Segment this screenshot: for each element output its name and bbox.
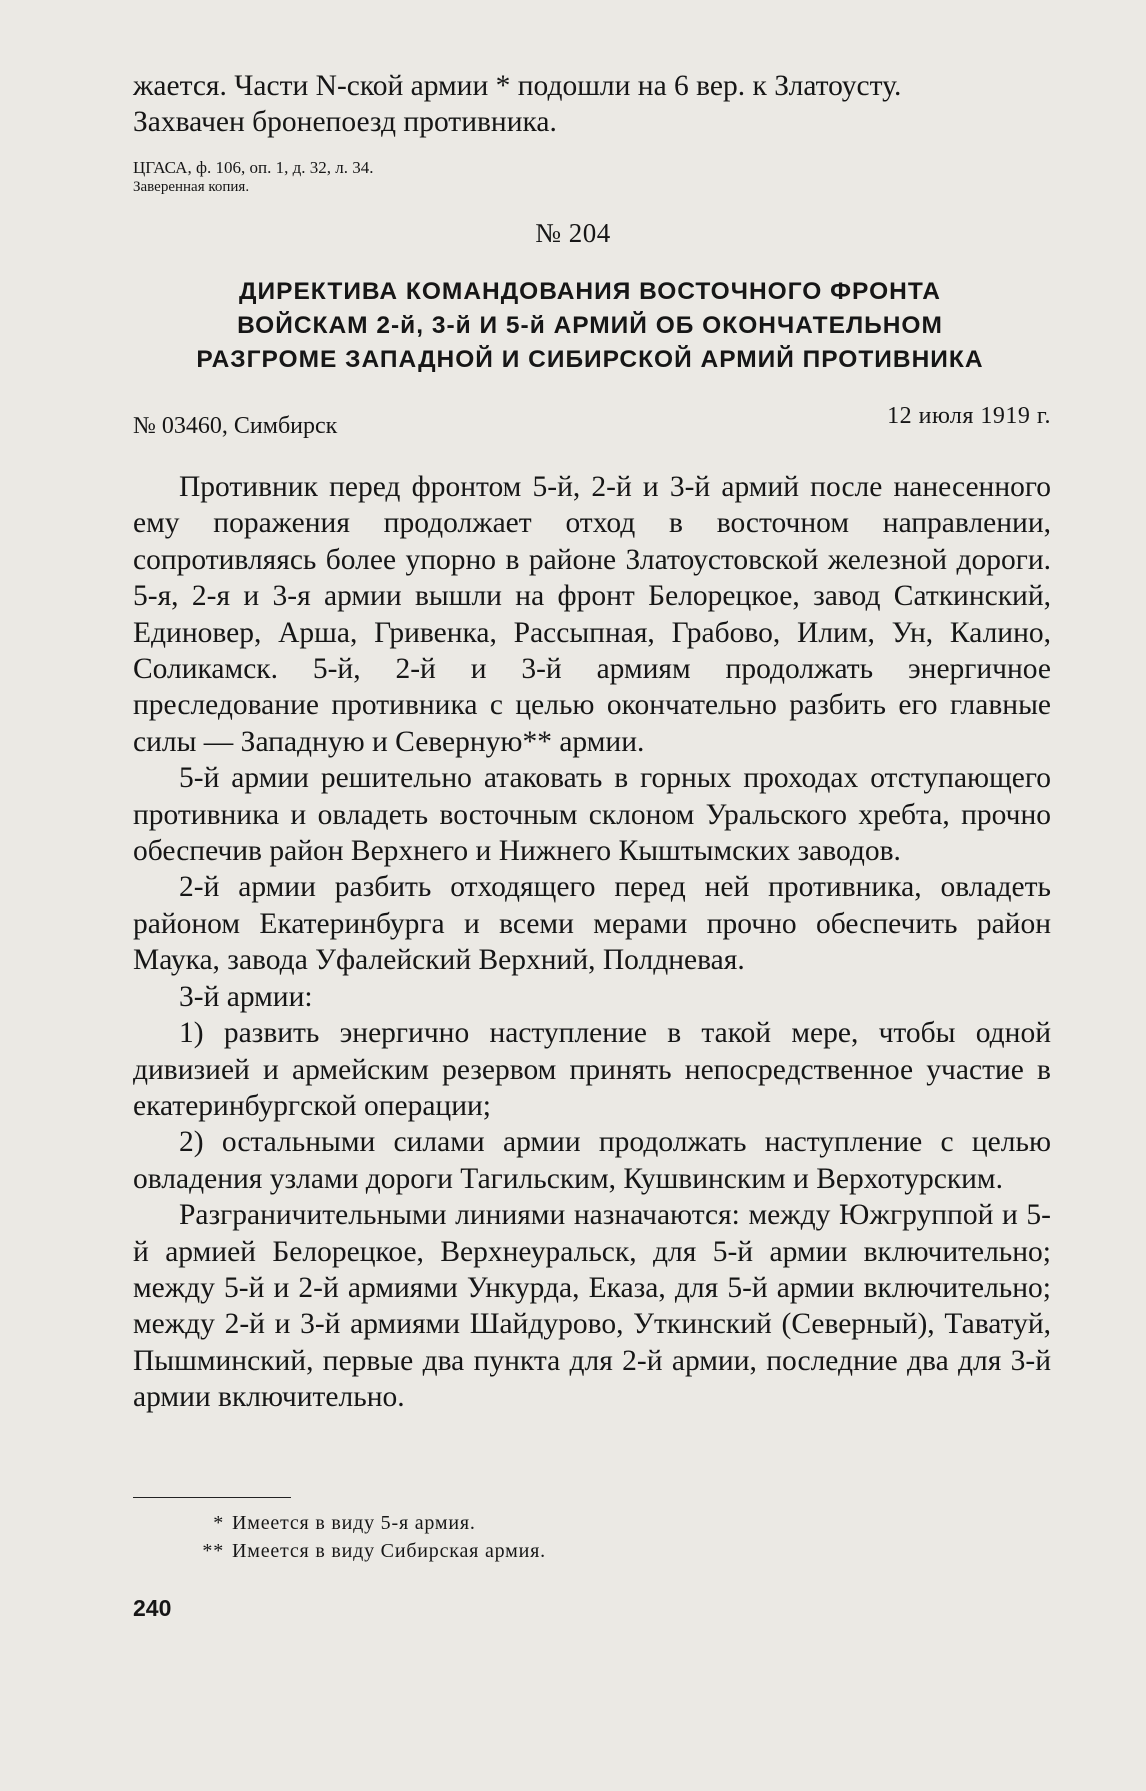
page-number: 240 — [133, 1595, 172, 1621]
footnote — [196, 1509, 996, 1537]
continuation-text — [133, 68, 1051, 141]
document-number: № 204 — [535, 218, 611, 248]
archive-reference: ЦГАСА, ф. 106, оп. 1, д. 32, л. 34. — [133, 158, 374, 177]
document-meta — [133, 403, 1051, 441]
title-line: ВОЙСКАМ 2-й, 3-й И 5-й АРМИЙ ОБ ОКОНЧАТЕЛЬНОМ — [237, 312, 943, 339]
paragraph: 2-й армии разбить отходящего перед ней противника, овладеть районом Екатеринбурга и всеми мерами прочно обеспечить район Маука, завода Уфалейский Верхний, Полдневая. — [133, 871, 1051, 977]
footnote-divider — [133, 1497, 291, 1498]
continuation-line-2: Захвачен бронепоезд противника. — [133, 106, 557, 139]
paragraph: 5-й армии решительно атаковать в горных проходах отступающего противника и овладеть восточным склоном Уральского хребта, прочно обеспечив район Верхнего и Нижнего Кыштымских заводов. — [133, 762, 1051, 868]
footnotes — [196, 1509, 996, 1565]
paragraph: Разграничительными линиями назначаются: между Южгруппой и 5-й армией Белорецкое, Верхнеуральск, для 5-й армии включительно; между 5-й и 2-й армиями Ункурда, Еказа, для 5-й армии включительно; между 2-й и 3-й армиями Шайдурово, Уткинский (Северный), Таватуй, Пышминский, первые два пункта для 2-й армии, последние два для 3-й армии включительно. — [133, 1199, 1051, 1414]
document-date: 12 июля 1919 г. — [887, 403, 1051, 429]
paragraph: 1) развить энергично наступление в такой мере, чтобы одной дивизией и армейским резервом принять непосредственное участие в екатеринбургской операции; — [133, 1017, 1051, 1122]
title-line: РАЗГРОМЕ ЗАПАДНОЙ И СИБИРСКОЙ АРМИЙ ПРОТИВНИКА — [196, 346, 984, 373]
footnote — [196, 1537, 996, 1565]
footnote-text: Имеется в виду Сибирская армия. — [232, 1540, 546, 1562]
footnote-mark: ** — [202, 1540, 224, 1562]
paragraph: 2) остальными силами армии продолжать наступление с целью овладения узлами дороги Тагильским, Кушвинским и Верхотурским. — [133, 1126, 1051, 1195]
continuation-line-1: жается. Части N-ской армии * подошли на 6 вер. к Златоусту. — [133, 70, 902, 102]
document-body — [133, 469, 1051, 1416]
document-reference-place: № 03460, Симбирск — [133, 413, 338, 439]
footnote-text: Имеется в виду 5-я армия. — [232, 1512, 476, 1534]
paragraph: 3-й армии: — [179, 980, 313, 1013]
copy-note: Заверенная копия. — [133, 179, 250, 195]
footnote-mark: * — [213, 1512, 224, 1534]
document-title — [150, 275, 1030, 377]
archive-source — [133, 157, 1051, 197]
paragraph: Противник перед фронтом 5-й, 2-й и 3-й армий после нанесенного ему поражения продолжает отход в восточном направлении, сопротивляясь более упорно в районе Златоустовской железной дороги. 5-я, 2-я и 3-я армии вышли на фронт Белорецкое, завод Саткинский, Единовер, Арша, Гривенка, Рассыпная, Грабово, Илим, Ун, Калино, Соликамск. 5-й, 2-й и 3-й армиям продолжать энергичное преследование противника с целью окончательно разбить его главные силы — Западную и Северную** армии. — [133, 471, 1051, 758]
title-line: ДИРЕКТИВА КОМАНДОВАНИЯ ВОСТОЧНОГО ФРОНТА — [239, 278, 941, 305]
